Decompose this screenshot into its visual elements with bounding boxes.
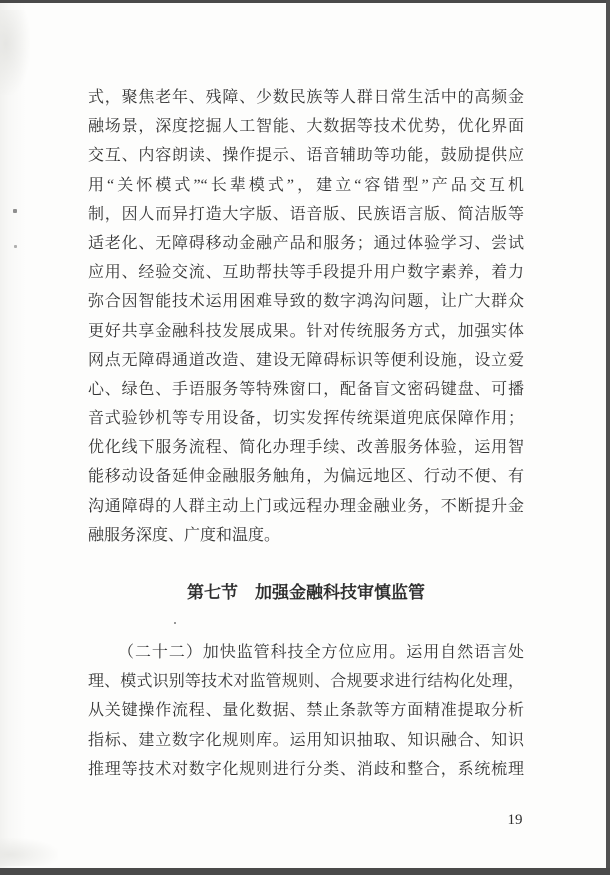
text-line: 式，聚焦老年、残障、少数民族等人群日常生活中的高频金 [88, 89, 524, 106]
text-line: （二十二）加快监管科技全方位应用。运用自然语言处 [118, 644, 524, 661]
text-line: 音式验钞机等专用设备，切实发挥传统渠道兜底保障作用； [88, 410, 524, 428]
text-line: 用“关怀模式”“长辈模式”，建立“容错型”产品交互机 [88, 176, 524, 194]
text-line: 交互、内容朗读、操作提示、语音辅助等功能，鼓励提供应 [88, 147, 524, 165]
text-line: 应用、经验交流、互助帮扶等手段提升用户数字素养，着力 [88, 264, 524, 282]
text-line: 适老化、无障碍移动金融产品和服务；通过体验学习、尝试 [88, 234, 524, 252]
text-line: 心、绿色、手语服务等特殊窗口，配备盲文密码键盘、可播 [88, 380, 524, 398]
text-line: 融场景，深度挖掘人工智能、大数据等技术优势，优化界面 [88, 118, 524, 136]
body-paragraph-regtech [88, 638, 524, 784]
scan-artifact-speck [13, 209, 17, 213]
text-line: 弥合因智能技术运用困难导致的数字鸿沟问题，让广大群众 [88, 293, 524, 311]
body-paragraph-accessibility [88, 83, 524, 550]
text-line: 推理等技术对数字化规则进行分类、消歧和整合，系统梳理 [88, 760, 524, 778]
text-line: 更好共享金融科技发展成果。针对传统服务方式，加强实体 [88, 322, 524, 340]
text-line: 制，因人而异打造大字版、语音版、民族语言版、简洁版等 [88, 205, 524, 223]
scan-frame-bottom-edge [0, 868, 610, 875]
text-line: 从关键操作流程、量化数据、禁止条款等方面精准提取分析 [88, 702, 524, 720]
page-edge-shading [0, 3, 26, 868]
text-line: 沟通障碍的人群主动上门或远程办理金融业务，不断提升金 [88, 497, 524, 515]
text-line: 理、模式识别等技术对监管规则、合规要求进行结构化处理， [88, 673, 524, 691]
text-line: 优化线下服务流程、简化办理手续、改善服务体验，运用智 [88, 439, 524, 457]
scan-frame-top-edge [0, 0, 610, 3]
scan-frame-right-edge [606, 0, 610, 875]
page-edge-shading-top [0, 10, 30, 95]
page-number: 19 [507, 812, 523, 828]
text-line: 指标、建立数字化规则库。运用知识抽取、知识融合、知识 [88, 731, 524, 749]
text-line: 能移动设备延伸金融服务触角，为偏远地区、行动不便、有 [88, 468, 524, 486]
scan-artifact-speck [14, 245, 17, 248]
page-edge-shading-bottom [0, 838, 58, 866]
scan-artifact-speck [174, 622, 176, 624]
text-line: 网点无障碍通道改造、建设无障碍标识等便利设施，设立爱 [88, 351, 524, 369]
section-heading: 第七节 加强金融科技审慎监管 [187, 583, 425, 602]
text-line: 融服务深度、广度和温度。 [88, 526, 281, 544]
